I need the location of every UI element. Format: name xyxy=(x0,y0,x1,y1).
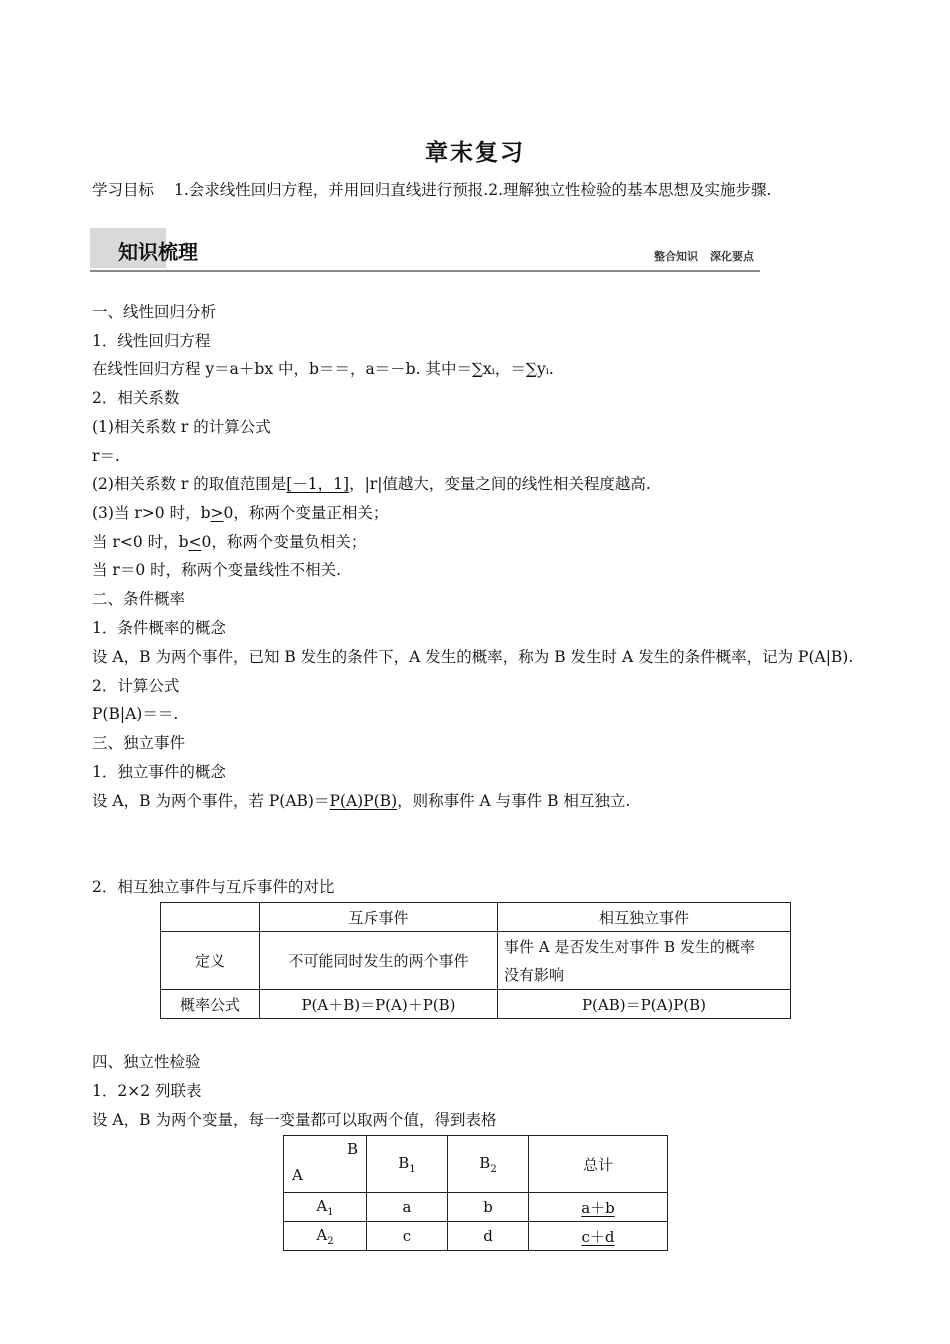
def-line-1: 事件 A 是否发生对事件 B 发生的概率 xyxy=(504,937,755,956)
table-header xyxy=(367,1136,448,1193)
subheading-correlation: 2．相关系数 xyxy=(92,389,180,407)
total-a2: c＋d xyxy=(581,1227,615,1246)
table-cell xyxy=(529,1193,668,1222)
section-subtitle xyxy=(642,248,754,264)
header-b1-sub: 1 xyxy=(409,1163,416,1175)
text-independent-def xyxy=(92,789,630,811)
text-no-corr: 当 r＝0 时，称两个变量线性不相关. xyxy=(92,561,342,579)
goals-text: 1.会求线性回归方程，并用回归直线进行预报.2.理解独立性检验的基本思想及实施步骤. xyxy=(174,181,772,199)
table-corner-cell xyxy=(284,1136,367,1193)
table-row xyxy=(161,990,791,1019)
comparison-table xyxy=(160,902,791,1019)
table-row xyxy=(161,932,791,990)
subheading-equation: 1．线性回归方程 xyxy=(92,332,211,350)
text-correlation-formula: (1)相关系数 r 的计算公式 xyxy=(92,418,271,436)
r-range-post: ，|r|值越大，变量之间的线性相关程度越高. xyxy=(349,475,651,493)
row-a1-sub: 1 xyxy=(327,1206,334,1218)
table-cell xyxy=(498,932,791,990)
table-row xyxy=(284,1136,668,1193)
r-range-value: [－1，1] xyxy=(286,475,350,493)
table-cell: P(AB)＝P(A)P(B) xyxy=(498,990,791,1019)
neg-sign: < xyxy=(188,533,202,551)
table-cell xyxy=(284,1193,367,1222)
table-row xyxy=(161,903,791,932)
table-cell: P(A＋B)＝P(A)＋P(B) xyxy=(260,990,498,1019)
table-header: 相互独立事件 xyxy=(498,903,791,932)
header-b1-base: B xyxy=(398,1153,410,1172)
goals-label: 学习目标 xyxy=(92,181,155,199)
text-negative-corr xyxy=(92,530,366,552)
subheading-formula: 2．计算公式 xyxy=(92,677,180,695)
text-equation: 在线性回归方程 y＝a＋bx 中，b＝＝，a＝－b. 其中＝∑xᵢ，＝∑yᵢ. xyxy=(92,360,554,378)
indep-pre: 设 A，B 为两个事件，若 P(AB)＝ xyxy=(92,792,330,810)
subheading-independent-concept: 1．独立事件的概念 xyxy=(92,763,226,781)
subheading-comparison: 2．相互独立事件与互斥事件的对比 xyxy=(92,878,335,896)
table-cell: 概率公式 xyxy=(161,990,260,1019)
table-row xyxy=(284,1193,668,1222)
pos-post: 0，称两个变量正相关； xyxy=(223,504,389,522)
header-b2-base: B xyxy=(479,1153,491,1172)
text-r-range xyxy=(92,472,651,494)
table-cell: 不可能同时发生的两个事件 xyxy=(260,932,498,990)
row-a1-base: A xyxy=(316,1196,328,1215)
neg-post: 0，称两个变量负相关； xyxy=(201,533,367,551)
section-label: 知识梳理 xyxy=(118,240,198,264)
table-header: 总计 xyxy=(529,1136,668,1193)
row-a2-sub: 2 xyxy=(327,1235,334,1247)
learning-goals xyxy=(92,178,771,200)
r-range-pre: (2)相关系数 r 的取值范围是 xyxy=(92,475,287,493)
table-cell: 定义 xyxy=(161,932,260,990)
contingency-table xyxy=(283,1135,668,1251)
table-cell: b xyxy=(448,1193,529,1222)
table-cell xyxy=(161,903,260,932)
header-b2-sub: 2 xyxy=(490,1163,497,1175)
section-header xyxy=(90,228,760,272)
heading-conditional: 二、条件概率 xyxy=(92,590,186,608)
row-a2-base: A xyxy=(316,1225,328,1244)
text-conditional-def: 设 A，B 为两个事件，已知 B 发生的条件下，A 发生的概率，称为 B 发生时 A 发生的条件概率，记为 P(A|B). xyxy=(92,648,854,666)
text-positive-corr xyxy=(92,501,388,523)
subheading-conditional-concept: 1．条件概率的概念 xyxy=(92,619,226,637)
total-a1: a＋b xyxy=(581,1198,615,1217)
table-row xyxy=(284,1222,668,1251)
table-cell: a xyxy=(367,1193,448,1222)
corner-a: A xyxy=(292,1166,303,1184)
section-sub-1: 整合知识 xyxy=(654,250,698,263)
heading-independent: 三、独立事件 xyxy=(92,734,186,752)
table-cell: d xyxy=(448,1222,529,1251)
text-r-formula: r＝. xyxy=(92,447,120,465)
pos-pre: (3)当 r>0 时，b xyxy=(92,504,211,522)
table-cell xyxy=(529,1222,668,1251)
pos-sign: > xyxy=(210,504,224,522)
neg-pre: 当 r<0 时，b xyxy=(92,533,189,551)
text-contingency-intro: 设 A，B 为两个变量，每一变量都可以取两个值，得到表格 xyxy=(92,1111,497,1129)
page-title: 章末复习 xyxy=(425,140,525,166)
table-cell xyxy=(284,1222,367,1251)
table-header: 互斥事件 xyxy=(260,903,498,932)
table-header xyxy=(448,1136,529,1193)
subheading-contingency: 1．2×2 列联表 xyxy=(92,1082,202,1100)
heading-independence-test: 四、独立性检验 xyxy=(92,1053,201,1071)
section-sub-2: 深化要点 xyxy=(710,250,754,263)
indep-value: P(A)P(B) xyxy=(329,792,398,810)
indep-post: ，则称事件 A 与事件 B 相互独立. xyxy=(397,792,631,810)
text-conditional-formula: P(B|A)＝＝. xyxy=(92,705,179,723)
heading-regression: 一、线性回归分析 xyxy=(92,303,217,321)
corner-b: B xyxy=(346,1140,358,1158)
table-cell: c xyxy=(367,1222,448,1251)
def-line-2: 没有影响 xyxy=(504,965,565,984)
